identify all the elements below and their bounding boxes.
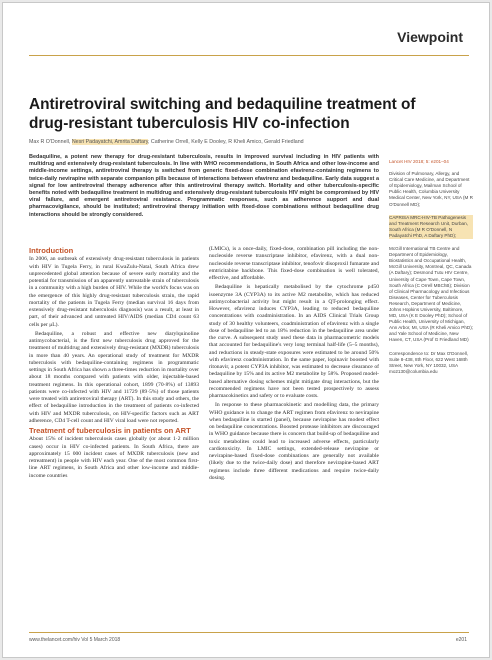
page-number: e201 [455,637,467,643]
paragraph: In 2006, an outbreak of extensively drug-resistant tuberculosis in patients with HIV in Tugela Ferry, in rural KwaZulu-Natal, South Africa drew unprecedented global attention because of severe early mortality and the potential for transmission of an apparently untreatable strain of tuberculosis in a community with a high burden of HIV. While the world's focus was on the emergence of this highly drug-resistant tuberculosis strain, the rapid mortality of the patients in Tugela Ferry (median survival 16 days from extensively drug-resistant tuberculosis diagnosis) was a result, at least in part, of their advanced and untreated HIV/AIDS (median CD4 count 63 cells per μL). [29,256,199,328]
header-rule [29,55,469,56]
paragraph: In response to these pharmacokinetic and modelling data, the primary WHO guidance is to change the ART regimen from efavirenz to nevirapine when bedaquiline is started (panel), because nevirapine has modest effect on bedaquiline concentrations. Boosted protease inhibitors are discouraged in WHO guidance because there is concern that build-up of bedaquiline and toxic metabolites could lead to increased adverse effects, particularly cardiotoxicity. In LMIC settings, extended-release nevirapine or nevirapine-based fixed-dose combinations are generally not available (likely due to the twice-daily dose) and therefore nevirapine-based ART regimens include three different medications and require twice-daily dosing. [209,402,379,481]
author-names-rest: , Catherine Orrell, Kelly E Dooley, R Kheli Amico, Gerald Friedland [147,139,304,145]
section-label: Viewpoint [397,29,463,45]
footer-rule [29,632,469,633]
affiliation: Division of Pulmonary, Allergy, and Critical Care Medicine, and Department of Epidemiology, Mailman School of Public Health, Columbia University Medical Center, New York, NY, USA (M R O'Donnell MD); [389,171,473,207]
affiliation: McGill International TB Centre and Department of Epidemiology, Biostatistics and Occupational Health, McGill University, Montreal, QC, Canada (A Daftary); Desmond Tutu HIV Centre, University of Cape Town, Cape Town, South Africa (C Orrell MBChB); Division of Clinical Pharmacology and Infectious Diseases, Center for Tuberculosis Research, Department of Medicine, Johns Hopkins University, Baltimore, MD, USA (K E Dooley PhD); School of Public Health, University of Michigan, Ann Arbor, MI, USA (R Kheli Amico PhD); and Yale School of Medicine, New Haven, CT, USA (Prof G Friedland MD) [389,246,473,343]
affiliation-highlighted: CAPRISA MRC-HIV-TB Pathogenesis and Treatment Research Unit, Durban, South Africa (M R O'Donnell, N Padayatchi PhD, A Daftary PhD); [389,215,473,239]
author-names-highlighted: Nesri Padayatchi, Amrita Daftary [71,139,148,145]
citation-link[interactable]: Lancet HIV 2018; 5: e201–04 [389,159,449,164]
correspondence: Correspondence to: Dr Max O'Donnell, Suite 8-438, 8th Floor, 622 West 168th Street, New York, NY 10032, USA mo2130@columbia.edu [389,350,469,374]
affiliations-sidebar [389,159,473,375]
body-columns [29,246,379,638]
heading-introduction: Introduction [29,246,74,255]
paragraph: Bedaquiline, a robust and effective new diarylquinoline antimycobacterial, is the first new tuberculosis drug approved for the treatment of multidrug and extensively drug-resistant (MXDR) tuberculosis in more than 40 years. An operational study of treatment for MXDR tuberculosis with bedaquiline-containing regimens in programmatic settings in South Africa has shown a three-times reduction in mortality over about 18 months compared with patients with older, injectable-based treatment regimens. In this operational cohort, 1899 (70·8%) of 13893 patients were co-infected with HIV and 11729 (89·5%) of those patients were treated with antiretroviral therapy (ART). In this study and others, the effect of bedaquiline introduction in the treatment of patients co-infected with HIV and MXDR tuberculosis, on HIV-specific factors such as ART adherence, CD4 T-cell count and HIV viral load were not reported. [29,330,199,424]
heading-treatment: Treatment of tuberculosis in patients on ART [29,426,191,435]
journal-footer: www.thelancet.com/hiv Vol 5 March 2018 [29,637,121,643]
body-column-right [209,246,379,638]
article-title: Antiretroviral switching and bedaquiline treatment of drug-resistant tuberculosis HIV co-infection [29,96,416,132]
author-names: Max R O'Donnell, [29,139,72,145]
abstract: Bedaquiline, a potent new therapy for drug-resistant tuberculosis, results in improved survival including in HIV patients with multidrug and extensively drug-resistant tuberculosis. In line with WHO recommendations, in South Africa and other low-income and middle-income settings, antiretroviral therapy is switched from generic fixed-dose combination efavirenz-containing regimens to twice-daily nevirapine with separate companion pills because of interactions between efavirenz and bedaquiline. Early data suggest a signal for low antiretroviral therapy adherence after this antiretroviral therapy switch. Mortality and other tuberculosis-specific benefits noted with bedaquiline treatment in multidrug and extensively drug-resistant tuberculosis HIV might be compromised by HIV viral failure, and emergent antiretroviral resistance. Programmatic responses, such as adherence support and dual pharmacovigilance, should be instituted; antiretroviral therapy initiation with fixed-dose combinations without bedaquiline drug interactions should be strongly considered. [29,154,379,218]
author-list [29,139,429,145]
paragraph: (LMICs), is a once-daily, fixed-dose, combination pill including the non-nucleoside reverse transcriptase inhibitor, efavirenz, with a dual non-nucleoside reverse transcriptase inhibitor, tenofovir disoproxil fumarate and emtricitabine backbone. This fixed-dose combination is well tolerated, effective, and affordable. [209,246,379,281]
body-column-left [29,246,199,638]
paragraph: About 15% of incident tuberculosis cases globally (or about 1·2 million cases) occur in HIV co-infected patients. In South Africa, there are approximately 15 000 incident cases of MXDR tuberculosis (new and retreatment) in people with HIV each year. One of the most common first-line ART regimens, in South Africa and other low-income and middle-income countries [29,436,199,479]
article-page [2,2,490,658]
paragraph: Bedaquiline is hepatically metabolised by the cytochrome p450 isoenzyme 3A (CYP3A) to its active M2 metabolite, which has reduced antimycobacterial activity but might result in a QT-prolonging effect. However, efavirenz induces CYP3A, leading to reduced bedaquiline concentrations with coadministration. In an AIDS Clinical Trials Group study of 30 healthy volunteers, coadministration of efavirenz with a single dose of bedaquiline led to an 18% reduction in the bedaquiline area under the curve. A subsequent study used these data in pharmacometric models that accounted for bedaquiline's very long terminal half-life (5–5 months), and reductions in steady-state exposures were estimated to be around 50% with efavirenz coadministration. In the same paper, lopinavir boosted with ritonavir, a potent CYP3A inhibitor, was estimated to decrease clearance of bedaquiline by 15% and its active M2 metabolite by 58%. Proposed model-based alternative dosing schemes might mitigate drug interactions, but the recommended regimens have not been tested prospectively to assess pharmacokinetics and safety or to evaluate costs. [209,284,379,399]
